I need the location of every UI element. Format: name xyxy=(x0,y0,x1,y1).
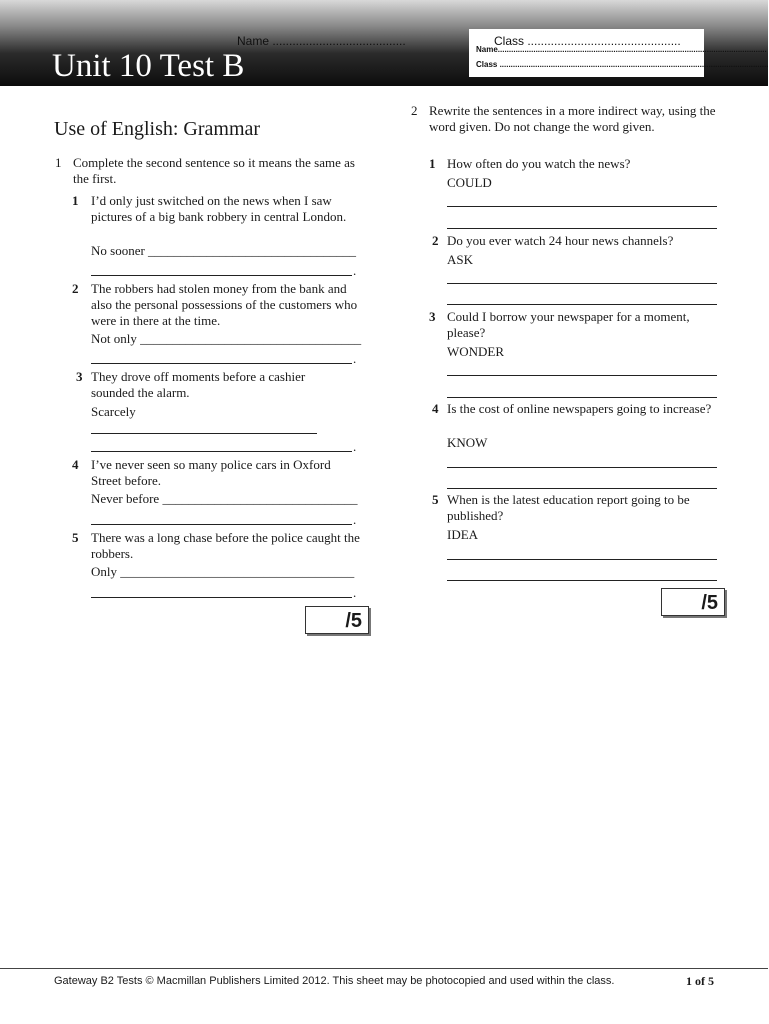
ex1-item-2-end: . xyxy=(353,351,357,366)
ex2-item-1-question: How often do you watch the news? xyxy=(447,156,631,171)
answer-line xyxy=(91,451,352,452)
answer-line xyxy=(447,488,717,489)
ex2-item-4-question: Is the cost of online newspapers going to increase? xyxy=(447,401,712,416)
ex2-item-3-number: 3 xyxy=(429,309,436,324)
ex2-item-1-number: 1 xyxy=(429,156,436,171)
class-label: Class .............................................. xyxy=(494,34,681,48)
section-title: Use of English: Grammar xyxy=(54,118,261,140)
answer-line xyxy=(447,559,717,560)
answer-line xyxy=(447,304,717,305)
ex1-item-5-prompt: Only ____________________________________ xyxy=(91,564,355,579)
answer-line xyxy=(91,275,352,276)
exercise-2-number: 2 xyxy=(411,103,418,118)
page-title: Unit 10 Test B xyxy=(52,48,245,84)
answer-line xyxy=(91,597,352,598)
name-label: Name ........................................ xyxy=(237,34,406,48)
score-box-exercise-2: /5 xyxy=(661,588,725,616)
ex2-item-3-question: Could I borrow your newspaper for a moment, please? xyxy=(447,309,690,340)
ex1-item-4-end: . xyxy=(353,512,357,527)
ex2-item-2-number: 2 xyxy=(432,233,439,248)
ex1-item-1-sentence: I’d only just switched on the news when I saw pictures of a big bank robbery in central London. xyxy=(91,193,347,224)
ex1-item-1-prompt: No sooner ________________________________ xyxy=(91,243,357,258)
ex1-item-4-number: 4 xyxy=(72,457,79,472)
ex1-item-2-number: 2 xyxy=(72,281,79,296)
box-class-line: Class ......................................................................................................................... xyxy=(476,60,769,69)
ex1-item-5-end: . xyxy=(353,585,357,600)
score-box-exercise-1: /5 xyxy=(305,606,369,634)
answer-line xyxy=(447,467,717,468)
ex2-item-4-number: 4 xyxy=(432,401,439,416)
ex2-item-1-word: COULD xyxy=(447,175,492,190)
ex1-item-1-end: . xyxy=(353,263,357,278)
ex1-item-4-sentence: I’ve never seen so many police cars in Oxford Street before. xyxy=(91,457,331,488)
exercise-1-instruction: Complete the second sentence so it means the same as the first. xyxy=(73,155,355,186)
ex1-item-3-end: . xyxy=(353,439,357,454)
answer-line xyxy=(447,397,717,398)
answer-line xyxy=(447,375,717,376)
ex1-item-5-sentence: There was a long chase before the police caught the robbers. xyxy=(91,530,360,561)
page-number: 1 of 5 xyxy=(686,974,714,988)
ex2-item-5-number: 5 xyxy=(432,492,439,507)
exercise-1-number: 1 xyxy=(55,155,62,170)
ex1-item-4-prompt: Never before ______________________________ xyxy=(91,491,358,506)
ex2-item-2-question: Do you ever watch 24 hour news channels? xyxy=(447,233,674,248)
ex2-item-5-question: When is the latest education report going to be published? xyxy=(447,492,690,523)
ex1-item-2-prompt: Not only __________________________________ xyxy=(91,331,362,346)
ex2-item-4-word: KNOW xyxy=(447,435,488,450)
footer-copyright: Gateway B2 Tests © Macmillan Publishers Limited 2012. This sheet may be photocopied and used within the class. xyxy=(54,975,615,987)
answer-line xyxy=(447,206,717,207)
footer-rule xyxy=(0,968,768,969)
answer-line xyxy=(91,433,317,434)
answer-line xyxy=(91,524,352,525)
answer-line xyxy=(447,283,717,284)
ex2-item-5-word: IDEA xyxy=(447,527,479,542)
box-name-line: Name......................................................................................................................... xyxy=(476,45,767,54)
answer-line xyxy=(447,580,717,581)
ex1-item-3-number: 3 xyxy=(76,369,83,384)
ex1-item-3-sentence: They drove off moments before a cashier sounded the alarm. xyxy=(91,369,306,400)
answer-line xyxy=(447,228,717,229)
ex1-item-5-number: 5 xyxy=(72,530,79,545)
ex2-item-3-word: WONDER xyxy=(447,344,505,359)
answer-line xyxy=(91,363,352,364)
ex1-item-2-sentence: The robbers had stolen money from the bank and also the personal possessions of the customers who were in there at the time. xyxy=(91,281,358,328)
ex1-item-1-number: 1 xyxy=(72,193,79,208)
ex1-item-3-prompt: Scarcely xyxy=(91,404,136,419)
exercise-2-instruction: Rewrite the sentences in a more indirect way, using the word given. Do not change the word given. xyxy=(429,103,716,134)
ex2-item-2-word: ASK xyxy=(447,252,474,267)
